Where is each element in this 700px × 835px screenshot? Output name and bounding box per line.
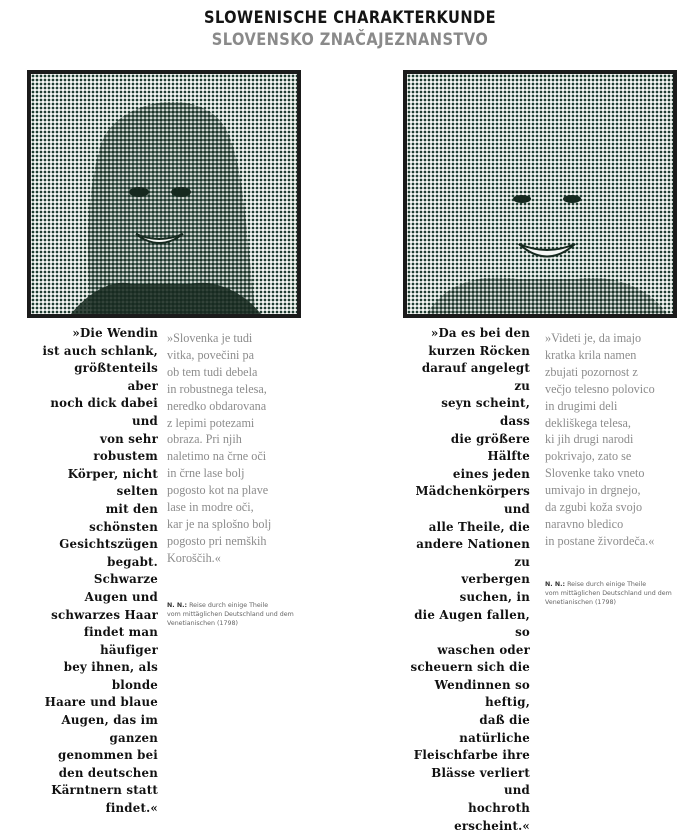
source-author: N. N.: (167, 602, 188, 609)
source-author: N. N.: (545, 581, 566, 588)
halftone-portrait-light-hair (407, 74, 673, 314)
source-title-line2: vom mittäglichen Deutschland und dem Venetianischen (1798) (545, 590, 672, 606)
page-title-slovene: SLOVENSKO ZNAČAJEZNANSTVO (211, 30, 489, 50)
slovene-translation-left: »Slovenka je tudi vitka, povečini pa ob tem tudi debela in robustnega telesa, neredko obdarovana z lepimi potezami obraza. Pri njih naletimo na črne oči in črne lase bolj pogosto kot na plave lase in modre oči, kar je na splošno bolj pogosto pri nemških Koroščih.« (167, 331, 272, 565)
source-title-line2: vom mittäglichen Deutschland und dem Venetianischen (1798) (167, 611, 294, 627)
source-citation-right (545, 580, 695, 607)
portrait-right (403, 70, 677, 318)
portrait-left (27, 70, 301, 318)
source-title-line1: Reise durch einige Theile (189, 602, 269, 609)
source-citation-left (167, 601, 317, 628)
source-title-line1: Reise durch einige Theile (567, 581, 647, 588)
page-title-german: SLOWENISCHE CHARAKTERKUNDE (204, 8, 496, 28)
slovene-translation-right: »Videti je, da imajo kratka krila namen zbujati pozornost z večjo telesno polovico in drugimi deli dekliškega telesa, ki jih drugi narodi pokrivajo, zato se Slovenke tako vneto umivajo in drgnejo, da zgubi koža svojo naravno bledico in postane živordeča.« (545, 331, 655, 548)
german-quote-right: »Da es bei den kurzen Röcken darauf angelegt zu seyn scheint, dass die größere Hälfte eines jeden Mädchenkörpers und alle Theile, die andere Nationen zu verbergen suchen, in die Augen fallen, so waschen oder scheuern sich die Wendinnen so heftig, daß die natürliche Fleischfarbe ihre Blässe verliert und hochroth erscheint.« (410, 326, 530, 833)
german-quote-left: »Die Wendin ist auch schlank, größtenteils aber noch dick dabei und von sehr robustem Körper, nicht selten mit den schönsten Gesichtszügen begabt. Schwarze Augen und schwarzes Haar findet man häufiger bey ihnen, als blonde Haare und blaue Augen, das im ganzen genommen bei den deutschen Kärntnern statt findet.« (42, 326, 158, 816)
halftone-portrait-dark-hair (31, 74, 297, 314)
